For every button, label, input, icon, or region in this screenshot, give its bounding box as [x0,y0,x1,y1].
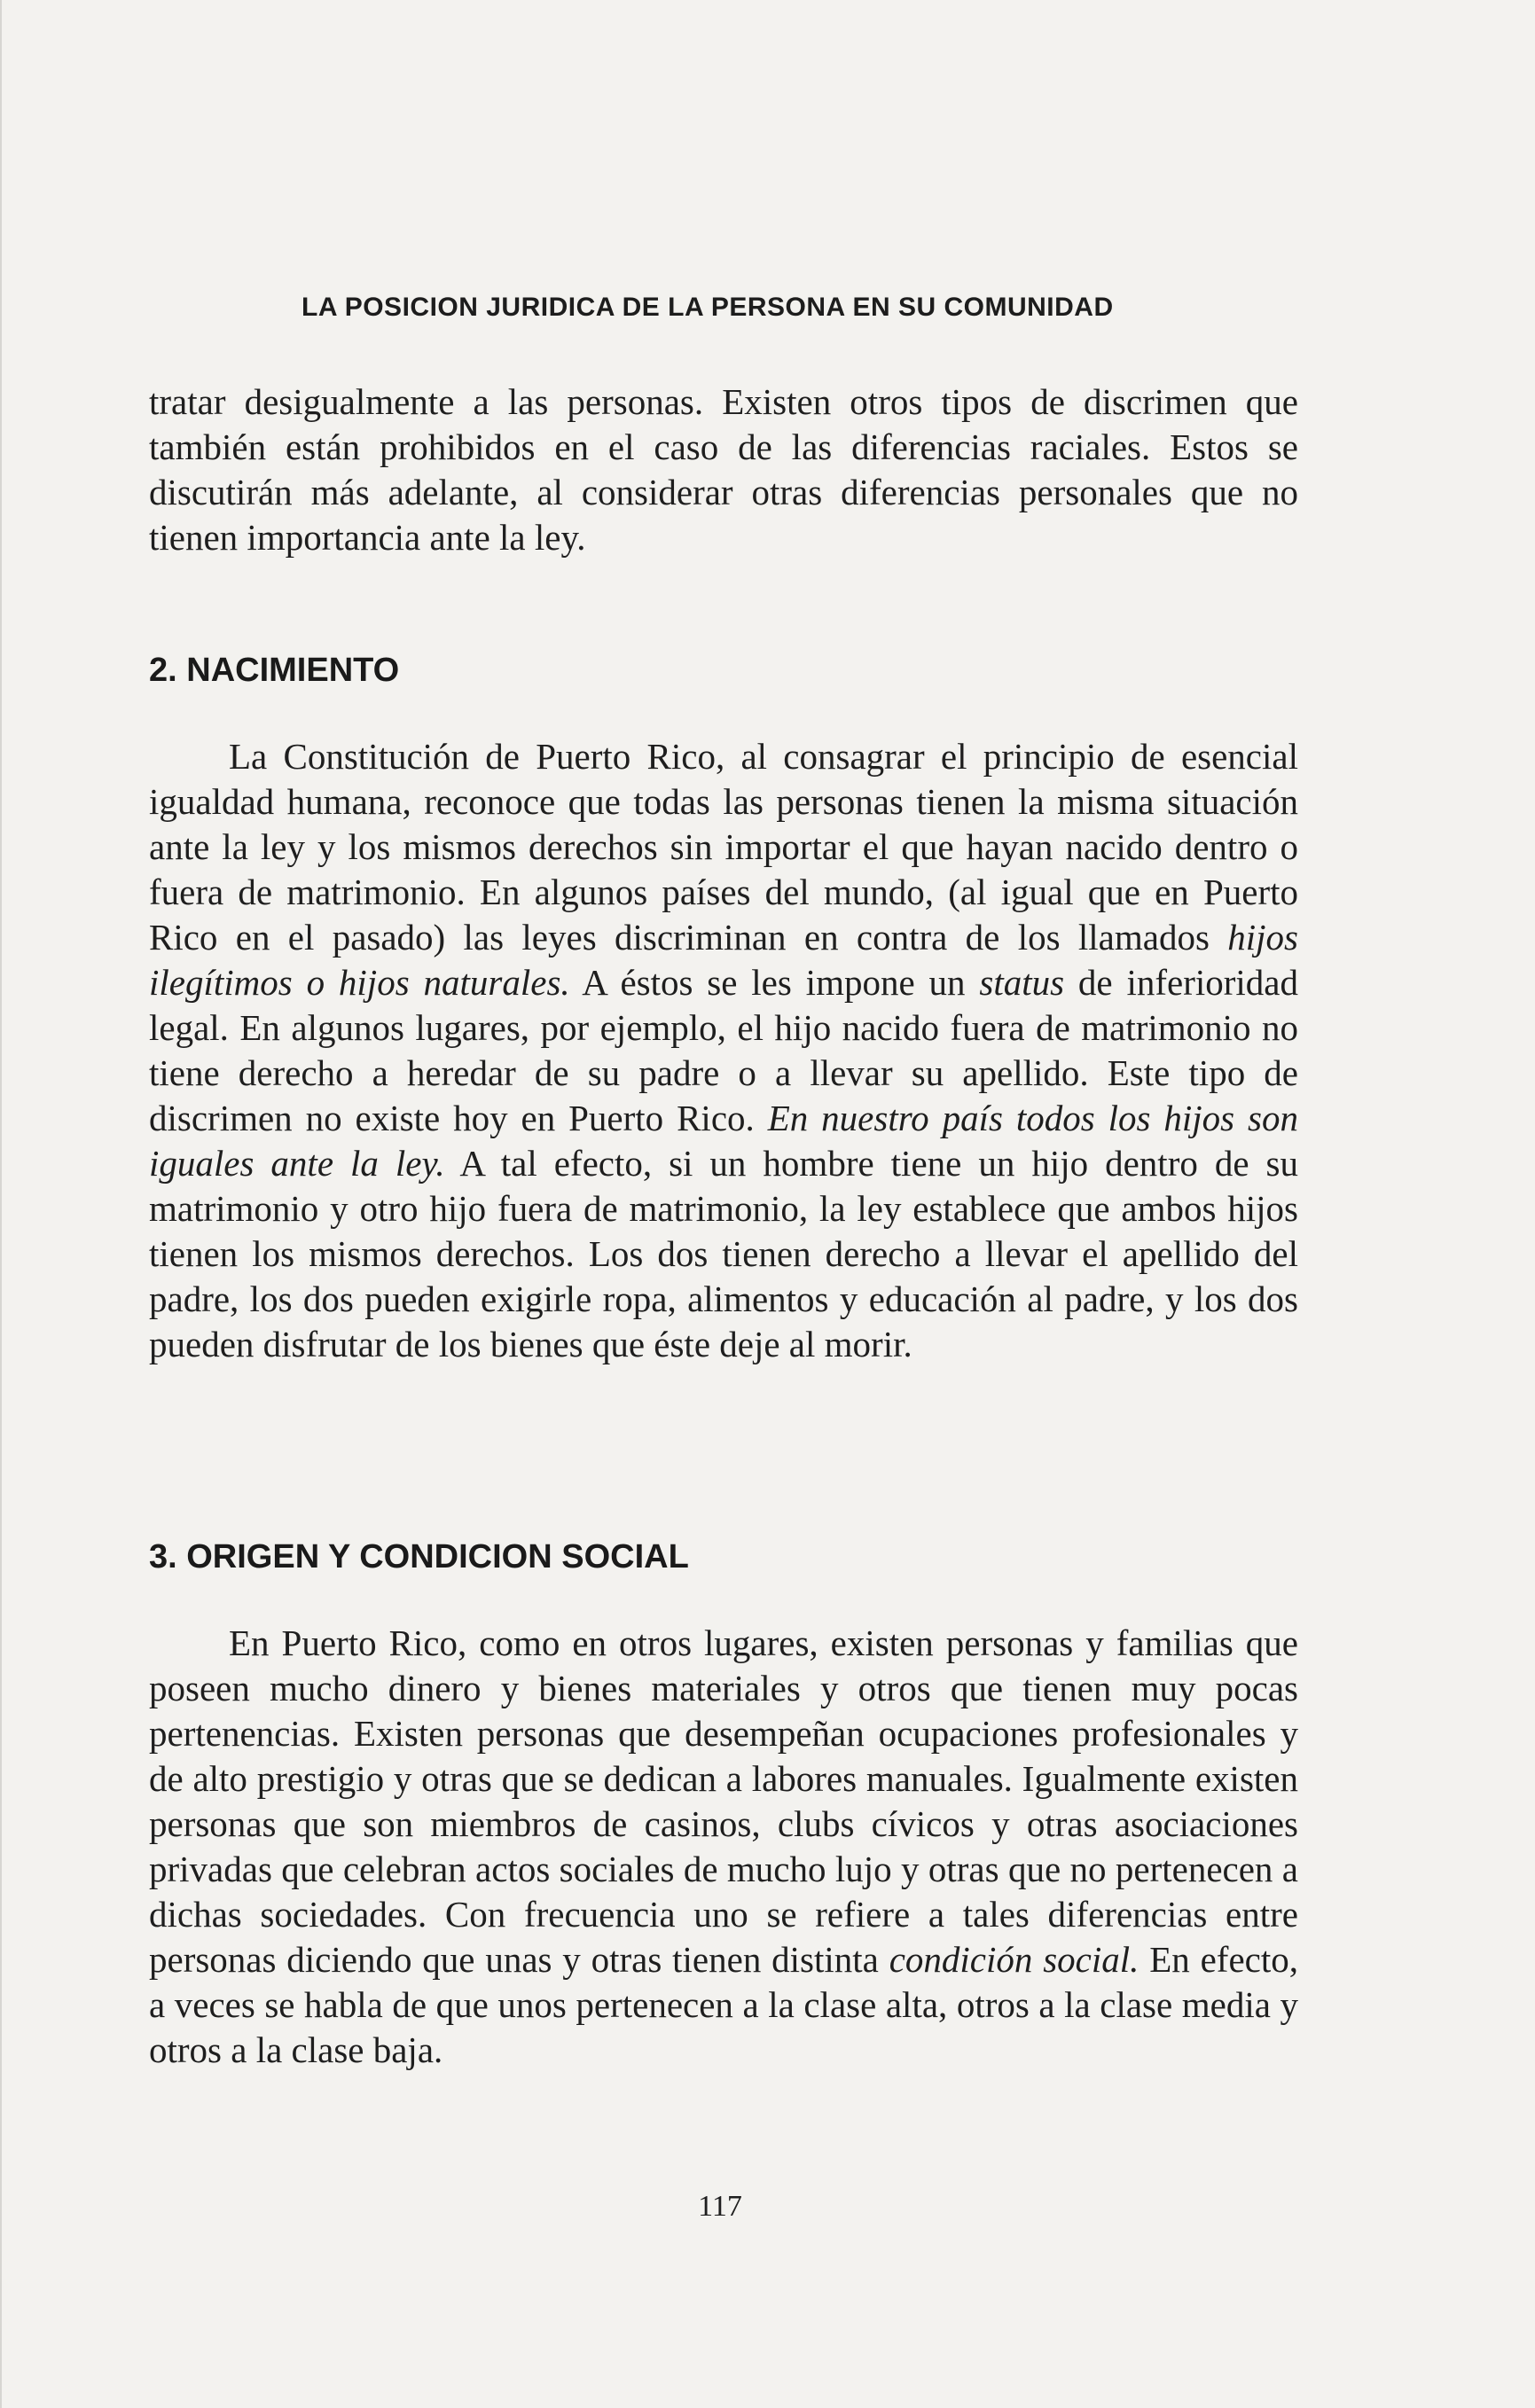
paragraph-text: tratar desigualmente a las personas. Existen otros tipos de discrimen que también están prohibidos en el caso de las diferencias raciales. Estos se discutirán más adelante, al considerar otras diferencias personales que no tienen importancia ante la ley. [149,381,1298,558]
paragraph-text [149,734,1298,1367]
section-heading-nacimiento: 2. NACIMIENTO [149,652,400,689]
text-run: de inferioridad legal. En algunos lugares, por ejemplo, el hijo nacido fuera de matrimonio no tiene derecho a heredar de su padre o a llevar su apellido. Este tipo de discrimen no existe hoy en Puerto Rico. [149,962,1299,1138]
nacimiento-paragraph [149,734,1298,1367]
italic-run: En nuestro país todos los hijos son iguales ante la ley. [149,1098,1298,1184]
text-run: A tal efecto, si un hombre tiene un hijo dentro de su matrimonio y otro hijo fuera de matrimonio, la ley establece que ambos hijos tienen los mismos derechos. Los dos tienen derecho a llevar el apellido del padre, los dos pueden exigirle ropa, alimentos y educación al padre, y los dos pueden disfrutar de los bienes que éste deje al morir. [149,1143,1298,1364]
italic-run: status [979,962,1065,1003]
italic-run: hijos ilegítimos o hijos naturales. [149,917,1298,1003]
paragraph-text [149,1621,1298,2073]
text-run: En Puerto Rico, como en otros lugares, existen personas y familias que poseen mucho dinero y bienes materiales y otros que tienen muy pocas pertenencias. Existen personas que desempeñan ocupaciones profesionales y de alto prestigio y otras que se dedican a labores manuales. Igualmente existen personas que son miembros de casinos, clubs cívicos y otras asociaciones privadas que celebran actos sociales de mucho lujo y otras que no pertenecen a dichas sociedades. Con frecuencia uno se refiere a tales diferencias entre personas diciendo que unas y otras tienen distinta [149,1622,1298,1980]
italic-run: condición social. [889,1939,1140,1980]
continuation-paragraph [149,379,1298,560]
section-heading-origen: 3. ORIGEN Y CONDICION SOCIAL [149,1538,689,1575]
origen-paragraph [149,1621,1298,2073]
text-run: A éstos se les impone un [569,962,980,1003]
page-number: 117 [698,2190,742,2223]
text-run: En efecto, a veces se habla de que unos pertenecen a la clase alta, otros a la clase media y otros a la clase baja. [149,1939,1298,2070]
text-run: La Constitución de Puerto Rico, al consagrar el principio de esencial igualdad humana, reconoce que todas las personas tienen la misma situación ante la ley y los mismos derechos sin importar el que hayan nacido dentro o fuera de matrimonio. En algunos países del mundo, (al igual que en Puerto Rico en el pasado) las leyes discriminan en contra de los llamados [149,736,1298,958]
running-head: LA POSICION JURIDICA DE LA PERSONA EN SU COMUNIDAD [302,293,1114,322]
